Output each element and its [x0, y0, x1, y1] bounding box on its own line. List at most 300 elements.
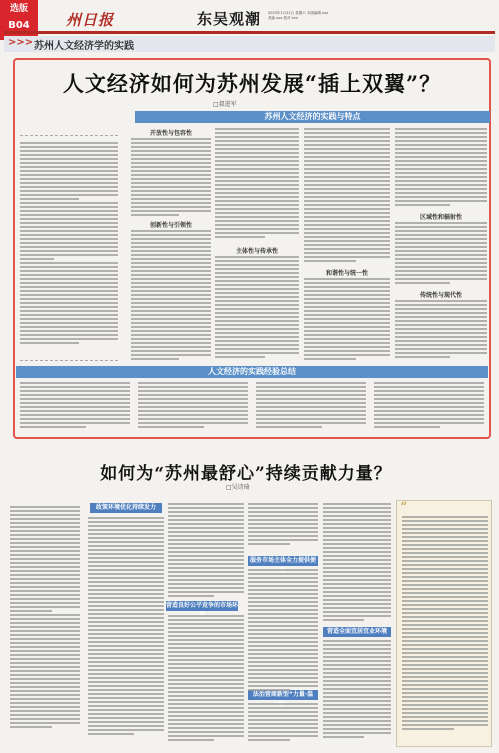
- page-number: B04: [8, 20, 30, 31]
- text-line: [304, 216, 390, 218]
- text-line: [395, 308, 487, 310]
- text-line: [304, 196, 390, 198]
- text-line: [248, 689, 290, 691]
- text-line: [323, 607, 391, 609]
- text-line: [131, 322, 211, 324]
- text-line: [20, 170, 118, 172]
- text-line: [20, 142, 118, 144]
- text-line: [10, 586, 80, 588]
- text-line: [168, 523, 244, 525]
- text-line: [304, 354, 390, 356]
- text-line: [88, 717, 164, 719]
- text-line: [20, 258, 54, 260]
- text-line: [215, 136, 299, 138]
- text-line: [395, 352, 487, 354]
- text-line: [323, 708, 391, 710]
- text-line: [304, 322, 390, 324]
- text-line: [402, 692, 488, 694]
- text-line: [304, 252, 390, 254]
- text-line: [395, 328, 487, 330]
- text-line: [20, 394, 130, 396]
- text-line: [10, 590, 80, 592]
- text-line: [10, 598, 80, 600]
- text-line: [20, 418, 130, 420]
- text-line: [402, 640, 488, 642]
- text-line: [20, 250, 118, 252]
- text-line: [10, 578, 80, 580]
- text-line: [304, 302, 390, 304]
- text-line: [131, 234, 211, 236]
- text-line: [215, 272, 299, 274]
- text-line: [20, 294, 118, 296]
- text-line: [88, 529, 164, 531]
- text-line: [131, 146, 211, 148]
- text-line: [10, 662, 80, 664]
- text-line: [248, 539, 318, 541]
- text-line: [402, 704, 488, 706]
- text-line: [10, 630, 80, 632]
- text-line: [138, 422, 248, 424]
- text-line: [131, 142, 211, 144]
- text-line: [168, 647, 244, 649]
- text-line: [402, 684, 488, 686]
- text-line: [374, 406, 484, 408]
- text-line: [20, 274, 118, 276]
- text-line: [20, 414, 130, 416]
- text-line: [402, 668, 488, 670]
- text-line: [10, 618, 80, 620]
- text-line: [88, 573, 164, 575]
- section-banner: [4, 36, 495, 52]
- text-line: [323, 587, 391, 589]
- text-line: [131, 338, 211, 340]
- text-line: [395, 234, 487, 236]
- text-line: [304, 160, 390, 162]
- text-line: [402, 728, 454, 730]
- text-line: [323, 555, 391, 557]
- header-divider: [4, 31, 495, 34]
- text-line: [88, 661, 164, 663]
- text-line: [138, 426, 204, 428]
- text-line: [215, 192, 299, 194]
- text-line: [323, 672, 391, 674]
- text-line: [248, 569, 318, 571]
- text-line: [323, 575, 391, 577]
- text-line: [395, 192, 487, 194]
- text-line: [248, 661, 318, 663]
- column-heading: 传统性与现代性: [419, 292, 462, 299]
- text-line: [10, 650, 80, 652]
- text-line: [10, 538, 80, 540]
- text-line: [20, 266, 118, 268]
- text-line: [138, 390, 248, 392]
- text-line: [10, 546, 80, 548]
- text-line: [215, 292, 299, 294]
- text-line: [248, 511, 318, 513]
- text-line: [323, 664, 391, 666]
- text-line: [402, 700, 488, 702]
- text-line: [395, 300, 487, 302]
- text-line: [215, 168, 299, 170]
- text-line: [323, 652, 391, 654]
- text-line: [10, 510, 80, 512]
- text-line: [20, 410, 130, 412]
- text-line: [10, 626, 80, 628]
- text-line: [323, 523, 391, 525]
- text-line: [402, 616, 488, 618]
- text-line: [131, 334, 211, 336]
- text-line: [402, 632, 488, 634]
- text-line: [374, 390, 484, 392]
- text-line: [248, 633, 318, 635]
- text-line: [168, 671, 244, 673]
- text-line: [402, 612, 488, 614]
- text-line: [20, 382, 130, 384]
- text-line: [215, 144, 299, 146]
- text-line: [323, 696, 391, 698]
- text-line: [304, 298, 390, 300]
- article-1-subhead-1: 苏州人文经济的实践与特点: [135, 111, 490, 123]
- text-line: [168, 679, 244, 681]
- text-line: [88, 545, 164, 547]
- text-line: [168, 587, 244, 589]
- text-line: [304, 176, 390, 178]
- text-line: [402, 672, 488, 674]
- text-line: [10, 614, 80, 616]
- text-line: [168, 507, 244, 509]
- text-line: [88, 533, 164, 535]
- text-line: [323, 527, 391, 529]
- text-line: [10, 550, 80, 552]
- text-line: [10, 582, 80, 584]
- text-line: [402, 604, 488, 606]
- text-line: [10, 610, 52, 612]
- text-line: [20, 158, 118, 160]
- text-line: [248, 673, 318, 675]
- text-line: [323, 684, 391, 686]
- section-name: 东吴观潮: [197, 10, 262, 28]
- text-line: [131, 310, 211, 312]
- text-line: [131, 282, 211, 284]
- text-line: [323, 736, 364, 738]
- text-line: [131, 154, 211, 156]
- text-line: [323, 640, 391, 642]
- text-line: [131, 274, 211, 276]
- text-line: [215, 336, 299, 338]
- text-line: [215, 164, 299, 166]
- text-line: [88, 645, 164, 647]
- text-line: [10, 682, 80, 684]
- text-line: [131, 150, 211, 152]
- text-line: [88, 565, 164, 567]
- text-line: [395, 148, 487, 150]
- text-line: [323, 619, 364, 621]
- text-line: [20, 230, 118, 232]
- text-line: [323, 615, 391, 617]
- text-line: [248, 543, 290, 545]
- text-line: [20, 210, 118, 212]
- text-line: [402, 544, 488, 546]
- text-line: [402, 584, 488, 586]
- text-line: [131, 138, 211, 140]
- text-line: [10, 594, 80, 596]
- text-line: [20, 182, 118, 184]
- article-2-column-3: [248, 503, 318, 747]
- text-line: [215, 236, 265, 238]
- text-line: [304, 128, 390, 130]
- text-line: [248, 711, 318, 713]
- text-line: [168, 519, 244, 521]
- text-line: [131, 326, 211, 328]
- text-line: [402, 540, 488, 542]
- newspaper-logo: 州日报: [66, 11, 115, 29]
- text-line: [88, 613, 164, 615]
- text-line: [323, 539, 391, 541]
- text-line: [131, 350, 211, 352]
- text-line: [323, 559, 391, 561]
- text-line: [138, 382, 248, 384]
- text-line: [323, 503, 391, 505]
- text-line: [395, 270, 487, 272]
- text-line: [131, 330, 211, 332]
- text-line: [20, 222, 118, 224]
- text-line: [215, 184, 299, 186]
- text-line: [323, 668, 391, 670]
- text-line: [88, 729, 164, 731]
- text-line: [138, 418, 248, 420]
- text-line: [215, 132, 299, 134]
- text-line: [402, 696, 488, 698]
- text-line: [323, 611, 391, 613]
- text-line: [88, 685, 164, 687]
- text-line: [374, 418, 484, 420]
- text-line: [88, 673, 164, 675]
- text-line: [215, 232, 299, 234]
- text-line: [88, 653, 164, 655]
- text-line: [131, 250, 211, 252]
- text-line: [20, 406, 130, 408]
- text-line: [402, 716, 488, 718]
- text-line: [256, 390, 366, 392]
- text-line: [248, 527, 318, 529]
- text-line: [168, 655, 244, 657]
- text-line: [20, 166, 118, 168]
- text-line: [138, 406, 248, 408]
- text-line: [323, 511, 391, 513]
- text-line: [131, 294, 211, 296]
- text-line: [395, 204, 450, 206]
- text-line: [304, 220, 390, 222]
- text-line: [304, 168, 390, 170]
- text-line: [323, 551, 391, 553]
- text-line: [215, 200, 299, 202]
- text-line: [323, 519, 391, 521]
- text-line: [10, 670, 80, 672]
- text-line: [168, 723, 244, 725]
- text-line: [168, 511, 244, 513]
- text-line: [20, 150, 118, 152]
- text-line: [402, 596, 488, 598]
- text-line: [168, 703, 244, 705]
- text-line: [323, 704, 391, 706]
- text-line: [248, 613, 318, 615]
- text-line: [20, 390, 130, 392]
- text-line: [88, 549, 164, 551]
- text-line: [248, 735, 318, 737]
- text-line: [323, 599, 391, 601]
- text-line: [88, 721, 164, 723]
- text-line: [215, 268, 299, 270]
- text-line: [395, 176, 487, 178]
- text-line: [248, 731, 318, 733]
- text-line: [304, 358, 356, 360]
- text-line: [256, 386, 366, 388]
- text-line: [168, 595, 214, 597]
- text-line: [131, 342, 211, 344]
- text-line: [395, 164, 487, 166]
- text-line: [256, 398, 366, 400]
- article-1-title: 人文经济如何为苏州发展“插上双翼”？: [62, 71, 442, 96]
- text-line: [10, 554, 80, 556]
- text-line: [395, 344, 487, 346]
- text-line: [168, 619, 244, 621]
- text-line: [10, 566, 80, 568]
- text-line: [248, 621, 318, 623]
- text-line: [215, 348, 299, 350]
- text-line: [10, 562, 80, 564]
- article-2-tag-1: 政策环境优化持续发力: [90, 503, 162, 513]
- text-line: [131, 262, 211, 264]
- text-line: [168, 635, 244, 637]
- text-line: [395, 336, 487, 338]
- text-line: [215, 320, 299, 322]
- text-line: [248, 597, 318, 599]
- text-line: [88, 585, 164, 587]
- text-line: [248, 629, 318, 631]
- text-line: [304, 282, 390, 284]
- text-line: [395, 332, 487, 334]
- text-line: [10, 542, 80, 544]
- text-line: [402, 576, 488, 578]
- text-line: [138, 402, 248, 404]
- column-heading: 和谐性与统一性: [325, 270, 368, 277]
- text-line: [215, 356, 265, 358]
- text-line: [10, 574, 80, 576]
- text-line: [402, 528, 488, 530]
- text-line: [88, 561, 164, 563]
- text-line: [395, 172, 487, 174]
- text-line: [88, 605, 164, 607]
- article-2-sidebar-text: [402, 516, 488, 744]
- text-line: [323, 583, 391, 585]
- text-line: [131, 202, 211, 204]
- text-line: [131, 182, 211, 184]
- text-line: [374, 422, 484, 424]
- text-line: [131, 170, 211, 172]
- text-line: [20, 286, 118, 288]
- text-line: [395, 156, 487, 158]
- text-line: [402, 608, 488, 610]
- text-line: [131, 358, 179, 360]
- text-line: [10, 506, 80, 508]
- text-line: [374, 410, 484, 412]
- text-line: [395, 200, 487, 202]
- text-line: [402, 664, 488, 666]
- text-line: [248, 665, 318, 667]
- text-line: [323, 700, 391, 702]
- text-line: [304, 228, 390, 230]
- text-line: [248, 677, 318, 679]
- text-line: [323, 547, 391, 549]
- column-heading: 开放性与包容性: [149, 130, 192, 137]
- text-line: [248, 535, 318, 537]
- text-line: [395, 266, 487, 268]
- text-line: [248, 685, 318, 687]
- text-line: [323, 720, 391, 722]
- text-line: [304, 330, 390, 332]
- text-line: [402, 708, 488, 710]
- text-line: [402, 652, 488, 654]
- text-line: [20, 298, 118, 300]
- text-line: [304, 236, 390, 238]
- text-line: [168, 675, 244, 677]
- text-line: [402, 560, 488, 562]
- text-line: [402, 676, 488, 678]
- text-line: [20, 198, 79, 200]
- text-line: [131, 302, 211, 304]
- text-line: [215, 304, 299, 306]
- text-line: [88, 593, 164, 595]
- text-line: [304, 286, 390, 288]
- text-line: [395, 226, 487, 228]
- text-line: [131, 166, 211, 168]
- text-line: [248, 657, 318, 659]
- text-line: [88, 557, 164, 559]
- text-line: [88, 733, 134, 735]
- text-line: [402, 628, 488, 630]
- text-line: [168, 503, 244, 505]
- text-line: [402, 588, 488, 590]
- text-line: [168, 651, 244, 653]
- text-line: [168, 543, 244, 545]
- text-line: [168, 683, 244, 685]
- text-line: [256, 402, 366, 404]
- text-line: [215, 180, 299, 182]
- text-line: [20, 402, 130, 404]
- text-line: [168, 711, 244, 713]
- text-line: [374, 402, 484, 404]
- text-line: [395, 316, 487, 318]
- text-line: [395, 324, 487, 326]
- text-line: [402, 624, 488, 626]
- text-line: [88, 689, 164, 691]
- text-line: [131, 254, 211, 256]
- chevron-icon: >>>: [8, 37, 34, 48]
- text-line: [88, 541, 164, 543]
- text-line: [215, 196, 299, 198]
- text-line: [20, 174, 118, 176]
- article-1-subhead-2: 人文经济的实践经验总结: [16, 366, 488, 378]
- text-line: [248, 577, 318, 579]
- text-line: [395, 278, 487, 280]
- text-line: [256, 394, 366, 396]
- text-line: [168, 515, 244, 517]
- text-line: [304, 212, 390, 214]
- text-line: [10, 534, 80, 536]
- text-line: [395, 180, 487, 182]
- article-1-column-2: [215, 128, 299, 364]
- text-line: [168, 623, 244, 625]
